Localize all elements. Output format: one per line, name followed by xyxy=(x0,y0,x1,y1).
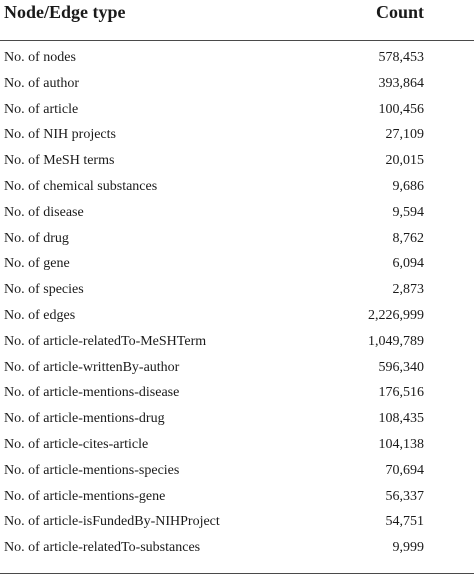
column-header-count: Count xyxy=(375,2,424,22)
cell-type: No. of article xyxy=(4,101,79,117)
cell-type: No. of article-cites-article xyxy=(4,436,149,452)
cell-count: 104,138 xyxy=(378,436,424,452)
cell-count: 393,864 xyxy=(378,75,424,91)
table-row xyxy=(0,72,474,98)
table-body xyxy=(0,46,474,562)
cell-type: No. of disease xyxy=(4,204,84,220)
cell-type: No. of article-mentions-gene xyxy=(4,488,166,504)
table-row xyxy=(0,356,474,382)
table-row xyxy=(0,46,474,72)
cell-count: 6,094 xyxy=(392,256,424,272)
cell-count: 8,762 xyxy=(392,230,424,246)
column-header-type: Node/Edge type xyxy=(4,2,126,22)
cell-type: No. of nodes xyxy=(4,50,76,65)
table-row xyxy=(0,459,474,485)
cell-count: 70,694 xyxy=(385,462,424,478)
cell-type: No. of chemical substances xyxy=(4,178,158,194)
table-row xyxy=(0,98,474,124)
cell-count: 108,435 xyxy=(378,411,424,427)
header-rule xyxy=(0,40,474,41)
cell-count: 9,686 xyxy=(392,178,424,194)
table-row xyxy=(0,227,474,253)
table-row xyxy=(0,123,474,149)
table-row xyxy=(0,149,474,175)
table-row xyxy=(0,407,474,433)
table-row xyxy=(0,175,474,201)
cell-count: 2,226,999 xyxy=(368,307,424,323)
cell-type: No. of article-writtenBy-author xyxy=(4,359,180,375)
cell-count: 1,049,789 xyxy=(368,333,424,349)
table-row xyxy=(0,201,474,227)
table-row xyxy=(0,330,474,356)
cell-type: No. of edges xyxy=(4,307,76,323)
cell-type: No. of article-relatedTo-MeSHTerm xyxy=(4,333,207,349)
table-row xyxy=(0,381,474,407)
cell-type: No. of article-mentions-drug xyxy=(4,411,165,427)
cell-count: 27,109 xyxy=(385,127,424,143)
cell-type: No. of species xyxy=(4,282,84,298)
cell-type: No. of MeSH terms xyxy=(4,153,115,169)
cell-count: 20,015 xyxy=(385,153,424,169)
table-row xyxy=(0,278,474,304)
cell-type: No. of article-isFundedBy-NIHProject xyxy=(4,514,220,530)
table-row xyxy=(0,252,474,278)
table-row xyxy=(0,433,474,459)
cell-type: No. of NIH projects xyxy=(4,127,116,143)
table-header xyxy=(0,0,474,40)
cell-count: 176,516 xyxy=(378,385,424,401)
table-row xyxy=(0,536,474,562)
cell-count: 54,751 xyxy=(385,514,424,530)
cell-count: 100,456 xyxy=(378,101,424,117)
cell-count: 56,337 xyxy=(385,488,424,504)
cell-count: 9,999 xyxy=(392,540,424,556)
cell-count: 9,594 xyxy=(392,204,424,220)
bottom-rule xyxy=(0,573,474,574)
table-row xyxy=(0,304,474,330)
cell-type: No. of article-mentions-species xyxy=(4,462,180,478)
table-row xyxy=(0,485,474,511)
cell-count: 2,873 xyxy=(392,282,424,298)
cell-type: No. of author xyxy=(4,75,80,91)
table-row xyxy=(0,510,474,536)
cell-type: No. of article-relatedTo-substances xyxy=(4,540,201,556)
cell-type: No. of drug xyxy=(4,230,69,246)
cell-count: 578,453 xyxy=(378,50,424,65)
cell-type: No. of article-mentions-disease xyxy=(4,385,180,401)
cell-type: No. of gene xyxy=(4,256,70,272)
cell-count: 596,340 xyxy=(378,359,424,375)
